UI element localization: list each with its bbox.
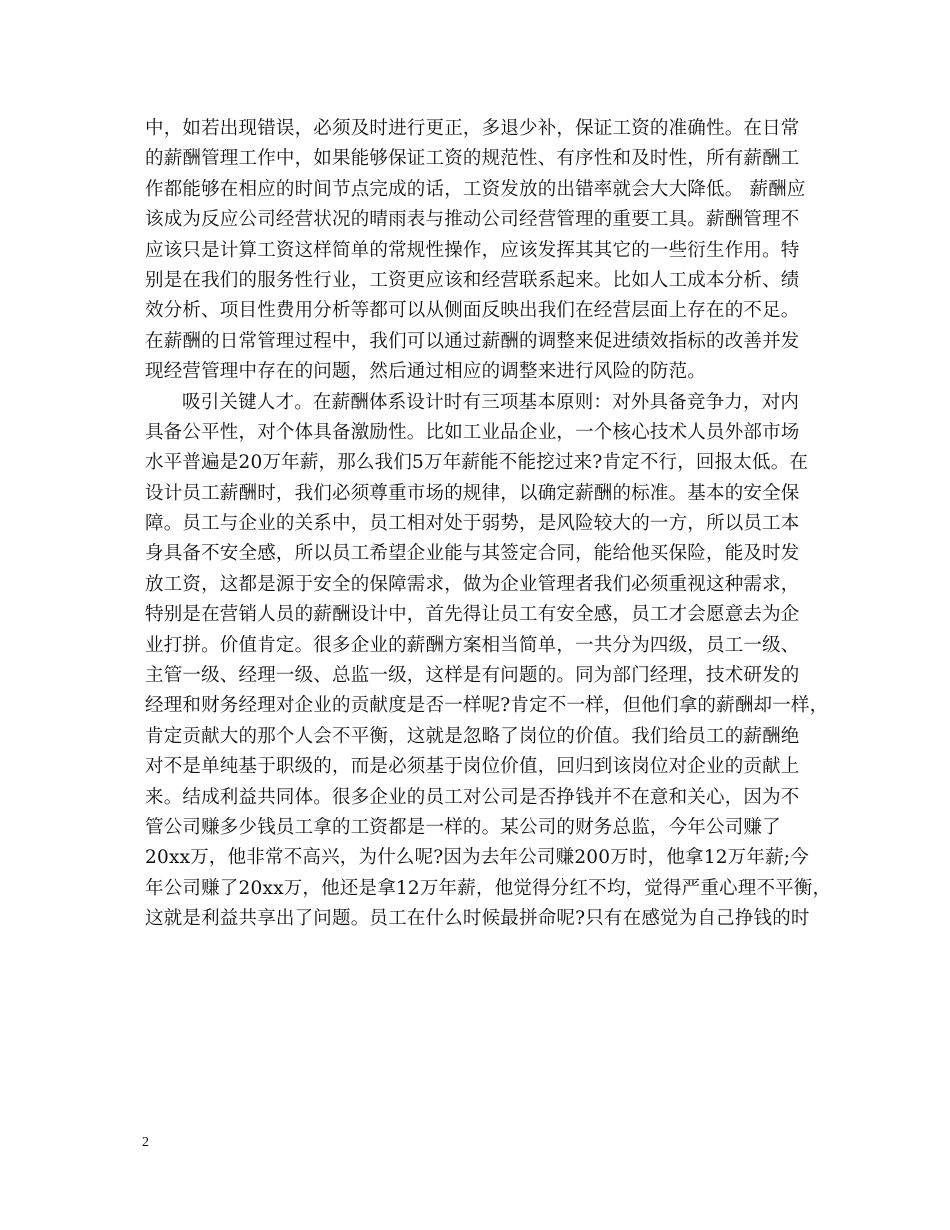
text-line: 业打拼。价值肯定。很多企业的薪酬方案相当简单，一共分为四级，员工一级、 (145, 634, 800, 656)
text-line: 肯定贡献大的那个人会不平衡，这就是忽略了岗位的价值。我们给员工的薪酬绝 (145, 725, 800, 747)
text-line: 主管一级、经理一级、总监一级，这样是有问题的。同为部门经理，技术研发的 (145, 665, 800, 687)
text-line: 身具备不安全感，所以员工希望企业能与其签定合同，能给他买保险，能及时发 (145, 543, 800, 565)
text-line: 具备公平性，对个体具备激励性。比如工业品企业，一个核心技术人员外部市场 (145, 421, 800, 443)
body-text (145, 114, 832, 935)
text-line: 20xx万，他非常不高兴，为什么呢?因为去年公司赚200万时，他拿12万年薪;今 (145, 847, 809, 869)
paragraph-start-line: 吸引关键人才。在薪酬体系设计时有三项基本原则：对外具备竞争力，对内 (182, 391, 800, 413)
text-line: 对不是单纯基于职级的，而是必须基于岗位价值，回归到该岗位对企业的贡献上 (145, 756, 800, 778)
text-line: 应该只是计算工资这样简单的常规性操作，应该发挥其其它的一些衍生作用。特 (145, 239, 800, 261)
text-line: 障。员工与企业的关系中，员工相对处于弱势，是风险较大的一方，所以员工本 (145, 513, 800, 535)
text-line: 水平普遍是20万年薪，那么我们5万年薪能不能挖过来?肯定不行，回报太低。在 (145, 452, 809, 474)
text-line: 该成为反应公司经营状况的晴雨表与推动公司经营管理的重要工具。薪酬管理不 (145, 209, 800, 231)
text-line: 效分析、项目性费用分析等都可以从侧面反映出我们在经营层面上存在的不足。 (145, 300, 800, 322)
text-line: 这就是利益共享出了问题。员工在什么时候最拼命呢?只有在感觉为自己挣钱的时 (145, 908, 810, 930)
text-line: 年公司赚了20xx万，他还是拿12万年薪，他觉得分红不均，觉得严重心理不平衡， (145, 877, 832, 899)
text-line: 特别是在营销人员的薪酬设计中，首先得让员工有安全感，员工才会愿意去为企 (145, 604, 800, 626)
text-line: 现经营管理中存在的问题，然后通过相应的调整来进行风险的防范。 (145, 361, 707, 383)
text-line: 别是在我们的服务性行业，工资更应该和经营联系起来。比如人工成本分析、绩 (145, 269, 800, 291)
text-line: 在薪酬的日常管理过程中，我们可以通过薪酬的调整来促进绩效指标的改善并发 (145, 330, 800, 352)
text-line: 设计员工薪酬时，我们必须尊重市场的规律，以确定薪酬的标准。基本的安全保 (145, 482, 800, 504)
text-line: 管公司赚多少钱员工拿的工资都是一样的。某公司的财务总监，今年公司赚了 (145, 816, 781, 838)
page-number: 2 (142, 1135, 149, 1150)
text-line: 经理和财务经理对企业的贡献度是否一样呢?肯定不一样，但他们拿的薪酬却一样， (145, 695, 829, 717)
text-line: 放工资，这都是源于安全的保障需求，做为企业管理者我们必须重视这种需求， (145, 573, 800, 595)
text-line: 作都能够在相应的时间节点完成的话，工资发放的出错率就会大大降低。 薪酬应 (145, 178, 806, 200)
text-line: 的薪酬管理工作中，如果能够保证工资的规范性、有序性和及时性，所有薪酬工 (145, 148, 800, 170)
text-line: 中，如若出现错误，必须及时进行更正，多退少补，保证工资的准确性。在日常 (145, 118, 800, 139)
text-line: 来。结成利益共同体。很多企业的员工对公司是否挣钱并不在意和关心，因为不 (145, 786, 800, 808)
